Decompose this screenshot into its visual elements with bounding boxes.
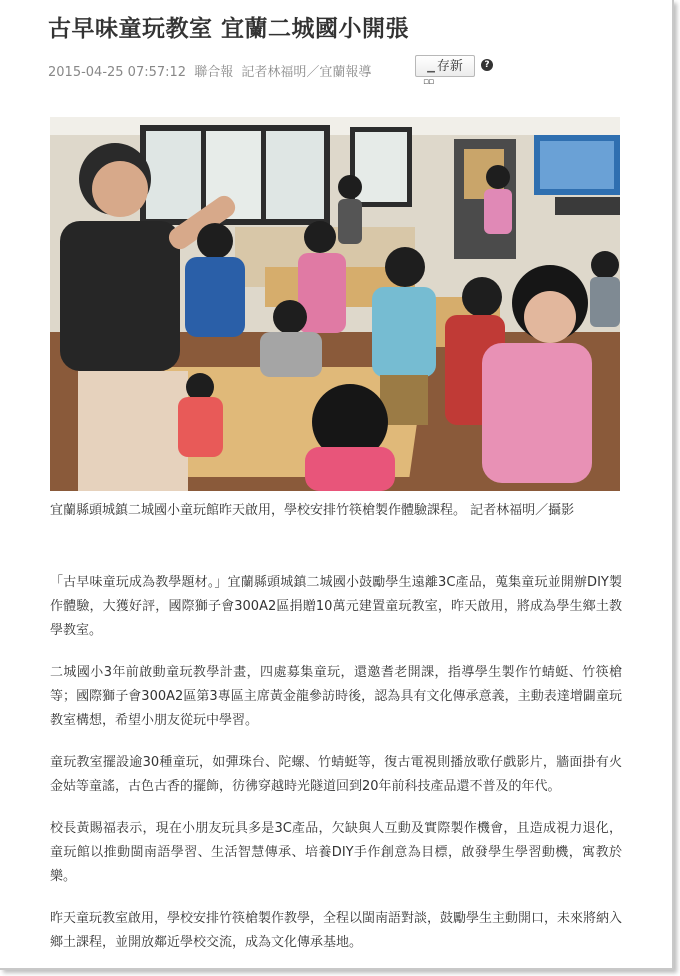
article-paragraph: 昨天童玩教室啟用，學校安排竹筷槍製作教學，全程以閩南語對談，鼓勵學生主動開口，未來將納入鄉土課程，並開放鄰近學校交流，成為文化傳承基地。 bbox=[50, 911, 623, 950]
photo-caption: 宜蘭縣頭城鎮二城國小童玩館昨天啟用，學校安排竹筷槍製作體驗課程。 記者林福明／攝影 bbox=[50, 503, 575, 518]
article-headline: 古早味童玩教室 宜蘭二城國小開張 bbox=[48, 16, 410, 42]
article-photo bbox=[50, 117, 620, 491]
save-button-sublabel: ▫▫ bbox=[423, 77, 434, 87]
article-body bbox=[50, 571, 622, 973]
save-icon: ▁ bbox=[427, 62, 435, 73]
help-icon[interactable]: ? bbox=[481, 59, 493, 71]
article-meta bbox=[48, 61, 375, 80]
article-paragraph: 童玩教室擺設逾30種童玩，如彈珠台、陀螺、竹蜻蜓等，復古電視則播放歌仔戲影片，牆面掛有火金姑等童謠，古色古香的擺飾，彷彿穿越時光隧道回到20年前科技產品還不普及的年代。 bbox=[50, 755, 622, 794]
article-paragraph: 校長黃賜福表示，現在小朋友玩具多是3C產品，欠缺與人互動及實際製作機會，且造成視力退化，童玩館以推動閩南語學習、生活智慧傳承、培養DIY手作創意為目標，啟發學生學習動機，寓教於樂。 bbox=[50, 821, 622, 884]
article-paragraph: 「古早味童玩成為教學題材。」宜蘭縣頭城鎮二城國小鼓勵學生遠離3C產品，蒐集童玩並開辦DIY製作體驗，大獲好評，國際獅子會300A2區捐贈10萬元建置童玩教室，昨天啟用，將成為學生鄉土教學教室。 bbox=[50, 575, 622, 638]
article-source: 聯合報 bbox=[194, 65, 234, 80]
save-button-label: 存新 bbox=[436, 59, 463, 74]
article-byline: 記者林福明／宜蘭報導 bbox=[241, 65, 372, 80]
save-button[interactable] bbox=[415, 55, 475, 77]
article-datetime: 2015-04-25 07:57:12 bbox=[48, 65, 187, 80]
article-paragraph: 二城國小3年前啟動童玩教學計畫，四處募集童玩，還邀耆老開課，指導學生製作竹蜻蜓、竹筷槍等；國際獅子會300A2區第3專區主席黃金龍參訪時後，認為具有文化傳承意義，主動表達增闢童玩教室構想，希望小朋友從玩中學習。 bbox=[50, 665, 622, 728]
